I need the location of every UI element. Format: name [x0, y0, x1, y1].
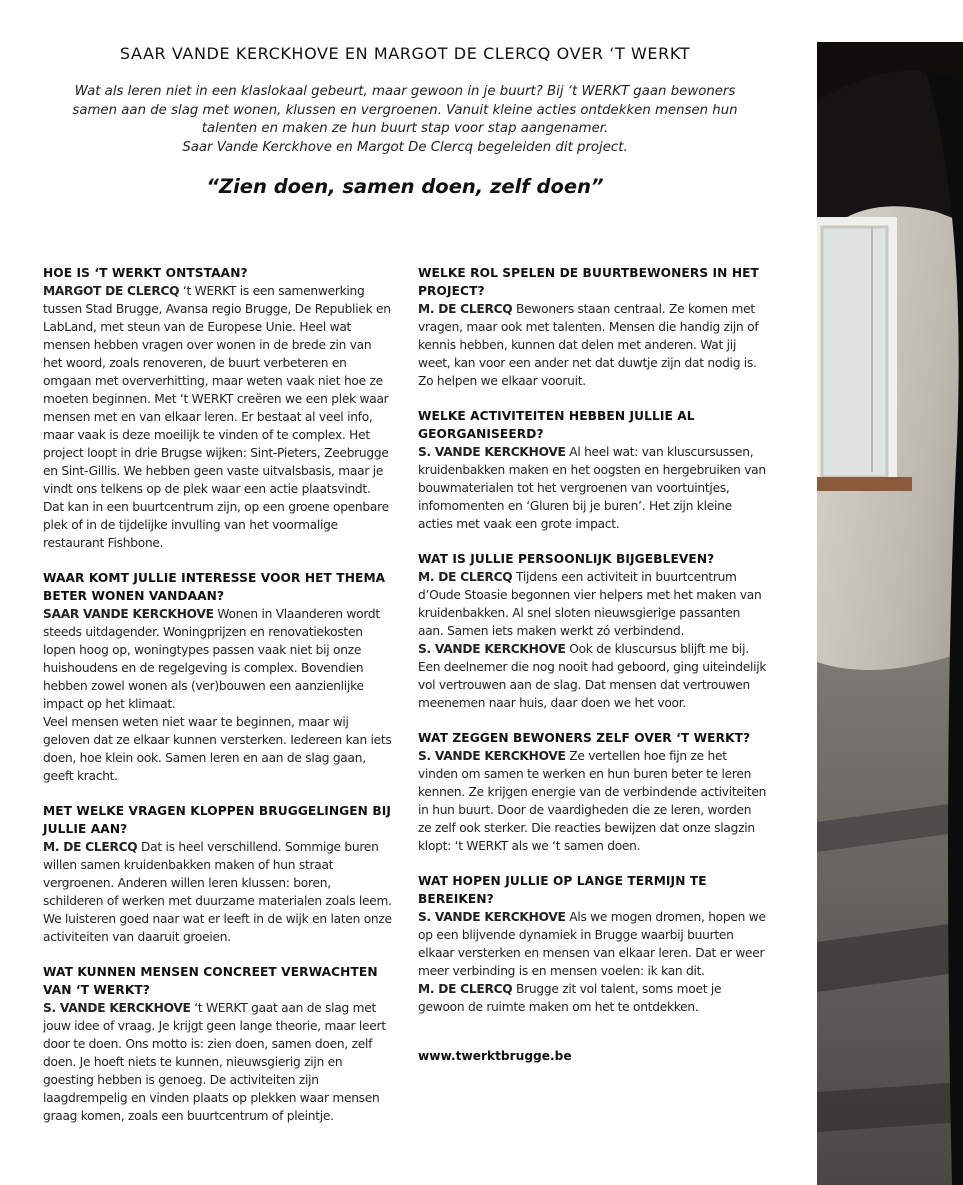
qa-block — [418, 407, 768, 533]
intro-line: samen aan de slag met wonen, klussen en vergroenen. Vanuit kleine acties ontdekken mensen hun — [72, 102, 738, 118]
answer — [418, 300, 768, 390]
speaker-name: M. DE CLERCQ — [418, 982, 513, 996]
qa-block — [43, 963, 393, 1125]
speaker-name: S. VANDE KERCKHOVE — [418, 642, 566, 656]
question-heading: HOE IS ‘T WERKT ONTSTAAN? — [43, 266, 248, 280]
speaker-name: S. VANDE KERCKHOVE — [43, 1001, 191, 1015]
intro-line: Saar Vande Kerckhove en Margot De Clercq begeleiden dit project. — [182, 139, 628, 155]
answer — [418, 908, 768, 1016]
speaker-name: S. VANDE KERCKHOVE — [418, 910, 566, 924]
decorative-photo — [817, 42, 963, 1185]
answer — [43, 282, 393, 552]
speaker-name: SAAR VANDE KERCKHOVE — [43, 607, 214, 621]
answer-text: Brugge zit vol talent, soms moet je gewoon de ruimte maken om het te ontdekken. — [418, 982, 722, 1014]
answer-paragraph — [418, 443, 768, 533]
speaker-name: M. DE CLERCQ — [418, 570, 513, 584]
qa-block — [43, 802, 393, 946]
answer-paragraph — [43, 999, 393, 1125]
qa-block — [418, 550, 768, 712]
answer-text: ‘t WERKT gaat aan de slag met jouw idee of vraag. Je krijgt geen lange theorie, maar leert door te doen. Ons motto is: zien doen, samen doen, zelf doen. Je hoeft niets te kunnen, nieuwsgierig zijn en goesting hebben is genoeg. De activiteiten zijn laagdrempelig en vinden plaats op plekken waar mensen graag komen, zoals een buurtcentrum of pleintje. — [43, 1001, 386, 1123]
qa-block — [418, 264, 768, 390]
answer-paragraph — [43, 282, 393, 552]
answer — [43, 838, 393, 946]
question-heading: WAT KUNNEN MENSEN CONCREET VERWACHTEN VAN ‘T WERKT? — [43, 965, 378, 997]
answer-paragraph — [418, 640, 768, 712]
answer — [418, 443, 768, 533]
right-column — [418, 264, 768, 1063]
answer — [43, 999, 393, 1125]
qa-block — [418, 872, 768, 1016]
question-heading: WELKE ROL SPELEN DE BUURTBEWONERS IN HET PROJECT? — [418, 266, 759, 298]
speaker-name: S. VANDE KERCKHOVE — [418, 749, 566, 763]
photo-illustration — [817, 42, 963, 1185]
answer-text: Wonen in Vlaanderen wordt steeds uitdagender. Woningprijzen en renovatiekosten lopen hoog op, woningtypes passen vaak niet bij onze huishoudens en de regelgeving is complex. Bovendien hebben zowel wonen als (ver)bouwen een aanzienlijke impact op het klimaat. — [43, 607, 380, 711]
answer-text: Ook de kluscursus blijft me bij. Een deelnemer die nog nooit had geboord, ging uiteindelijk vol vertrouwen aan de slag. Dat mensen dat vertrouwen meenemen naar huis, daar doen we het voor. — [418, 642, 767, 710]
question-heading: WAAR KOMT JULLIE INTERESSE VOOR HET THEMA BETER WONEN VANDAAN? — [43, 571, 386, 603]
speaker-name: S. VANDE KERCKHOVE — [418, 445, 566, 459]
speaker-name: M. DE CLERCQ — [43, 840, 138, 854]
pull-quote: “Zien doen, samen doen, zelf doen” — [206, 175, 604, 198]
answer — [418, 747, 768, 855]
question-heading: WAT IS JULLIE PERSOONLIJK BIJGEBLEVEN? — [418, 552, 715, 566]
question-heading: MET WELKE VRAGEN KLOPPEN BRUGGELINGEN BIJ JULLIE AAN? — [43, 804, 391, 836]
answer-paragraph — [418, 908, 768, 980]
website-link[interactable]: www.twerktbrugge.be — [418, 1049, 572, 1063]
answer-text: Dat is heel verschillend. Sommige buren willen samen kruidenbakken maken of hun straat vergroenen. Anderen willen leren klussen: boren, schilderen of werken met duurzame materialen zoals leem. We luisteren goed naar wat er leeft in de wijk en laten onze activiteiten van daaruit groeien. — [43, 840, 392, 944]
answer-paragraph — [43, 713, 393, 785]
speaker-name: MARGOT DE CLERCQ — [43, 284, 180, 298]
answer — [43, 605, 393, 785]
answer-paragraph — [418, 300, 768, 390]
answer — [418, 568, 768, 712]
answer-paragraph — [418, 568, 768, 640]
question-heading: WAT HOPEN JULLIE OP LANGE TERMIJN TE BEREIKEN? — [418, 874, 707, 906]
answer-text: Al heel wat: van kluscursussen, kruidenbakken maken en het oogsten en hergebruiken van bouwmaterialen tot het vergroenen van voortuintjes, infomomenten en ‘Gluren bij je buren’. Het zijn kleine acties met vaak een grote impact. — [418, 445, 766, 531]
left-column — [43, 264, 393, 1142]
answer-text: Tijdens een activiteit in buurtcentrum d’Oude Stoasie begonnen vier helpers met het maken van kruidenbakken. Al snel sloten nieuwsgierige passanten aan. Samen iets maken werkt zó verbindend. — [418, 570, 762, 638]
speaker-name: M. DE CLERCQ — [418, 302, 513, 316]
intro-line: Wat als leren niet in een klaslokaal gebeurt, maar gewoon in je buurt? Bij ‘t WERKT gaan bewoners — [74, 84, 736, 99]
answer-text: Veel mensen weten niet waar te beginnen, maar wij geloven dat ze elkaar kunnen versterken. Iedereen kan iets doen, hoe klein ook. Samen leren en aan de slag gaan, geeft kracht. — [43, 715, 392, 783]
qa-block — [43, 264, 393, 552]
answer-paragraph — [418, 747, 768, 855]
answer-text: Bewoners staan centraal. Ze komen met vragen, maar ook met talenten. Mensen die handig zijn of kennis hebben, kunnen dat delen met anderen. Wat jij weet, kan voor een ander net dat duwtje zijn dat nodig is. Zo helpen we elkaar vooruit. — [418, 302, 759, 388]
qa-block — [418, 729, 768, 855]
answer-paragraph — [418, 980, 768, 1016]
intro-line: talenten en maken ze hun buurt stap voor stap aangenamer. — [201, 121, 609, 136]
answer-paragraph — [43, 605, 393, 713]
answer-text: Als we mogen dromen, hopen we op een blijvende dynamiek in Brugge waarbij buurten elkaar versterken en mensen van elkaar leren. Dat er weer meer verbinding is en mensen voelen: ik kan dit. — [418, 910, 766, 978]
question-heading: WELKE ACTIVITEITEN HEBBEN JULLIE AL GEORGANISEERD? — [418, 409, 695, 441]
answer-text: Ze vertellen hoe fijn ze het vinden om samen te werken en hun buren beter te leren kennen. Ze krijgen energie van de verbindende activiteiten in hun buurt. Door de vaardigheden die ze leren, worden ze zelf ook sterker. Die reacties bewijzen dat onze slagzin klopt: ‘t WERKT als we ‘t samen doen. — [418, 749, 767, 853]
intro-text — [45, 83, 765, 157]
question-heading: WAT ZEGGEN BEWONERS ZELF OVER ‘T WERKT? — [418, 731, 751, 745]
page-header-title: SAAR VANDE KERCKHOVE EN MARGOT DE CLERCQ OVER ‘T WERKT — [119, 44, 691, 63]
answer-paragraph — [43, 838, 393, 946]
answer-text: ‘t WERKT is een samenwerking tussen Stad Brugge, Avansa regio Brugge, De Republiek en LabLand, met steun van de Europese Unie. Heel wat mensen hebben vragen over wonen in de brede zin van het woord, zoals renoveren, de buurt verbeteren en omgaan met oververhitting, maar weten vaak niet hoe ze moeten beginnen. Met ‘t WERKT creëren we een plek waar mensen met en van elkaar leren. Er bestaat al veel info, maar vaak is deze moeilijk te vinden of te complex. Het project loopt in drie Brugse wijken: Sint-Pieters, Zeebrugge en Sint-Gillis. We hebben geen vaste uitvalsbasis, maar je vindt ons telkens op de plek waar een actie plaatsvindt. Dat kan in een buurtcentrum zijn, op een groene openbare plek of in de tijdelijke invulling van het voormalige restaurant Fishbone. — [43, 284, 391, 550]
qa-block — [43, 569, 393, 785]
